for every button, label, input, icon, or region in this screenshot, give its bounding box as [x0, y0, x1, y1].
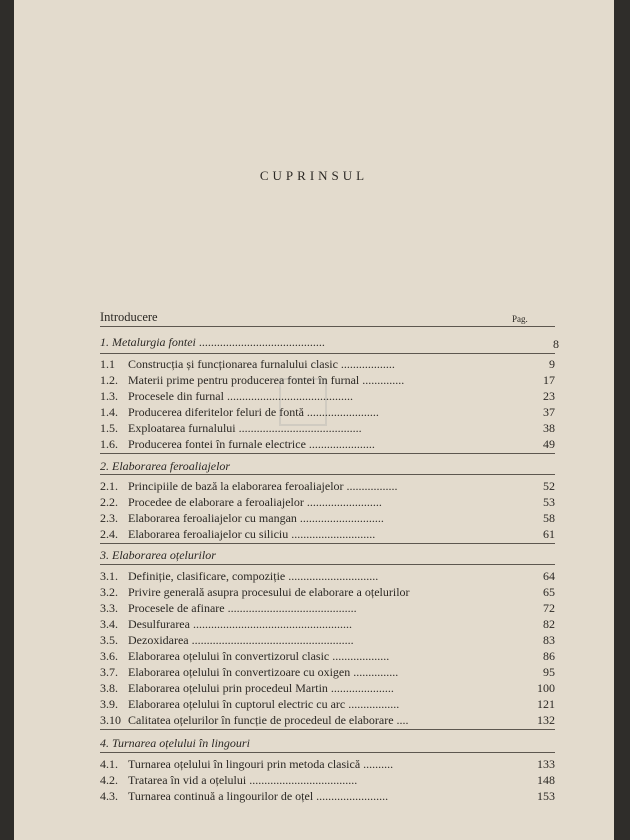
divider — [100, 752, 555, 753]
entry-page: 132 — [537, 713, 555, 727]
entry-title: Procedee de elaborare a feroaliajelor ......................... — [128, 495, 382, 509]
entry-page: 148 — [537, 773, 555, 787]
section-title: 4. Turnarea oțelului în lingouri — [100, 736, 250, 750]
entry-number: 2.4. — [100, 527, 118, 541]
entry-number: 3.10 — [100, 713, 121, 727]
entry-title: Turnarea oțelului în lingouri prin metoda clasică .......... — [128, 757, 394, 771]
entry-title: Principiile de bază la elaborarea feroaliajelor ................. — [128, 479, 398, 493]
entry-number: 3.8. — [100, 681, 118, 695]
entry-title: Elaborarea oțelului în cuptorul electric cu arc ................. — [128, 697, 400, 711]
section-title: 1. Metalurgia fontei .......................................... — [100, 335, 325, 349]
toc-entry — [100, 511, 555, 527]
entry-page: 58 — [543, 511, 555, 525]
entry-number: 3.3. — [100, 601, 118, 615]
entry-title: Procesele din furnal .......................................... — [128, 389, 353, 403]
toc-entry — [100, 649, 555, 665]
entry-title: Producerea fontei în furnale electrice ...................... — [128, 437, 375, 451]
entry-number: 4.2. — [100, 773, 118, 787]
toc-entry — [100, 617, 555, 633]
entry-title: Elaborarea feroaliajelor cu siliciu ............................ — [128, 527, 376, 541]
toc-entry — [100, 421, 555, 437]
toc-entry — [100, 789, 555, 805]
entry-number: 1.5. — [100, 421, 118, 435]
entry-title: Procesele de afinare ........................................... — [128, 601, 357, 615]
toc-entry — [100, 527, 555, 543]
entry-number: 1.4. — [100, 405, 118, 419]
entry-title: Construcția și funcționarea furnalului clasic .................. — [128, 357, 395, 371]
divider — [100, 353, 555, 354]
entry-title: Tratarea în vid a oțelului .................................... — [128, 773, 358, 787]
book-page — [14, 0, 614, 840]
entry-title: Exploatarea furnalului ......................................... — [128, 421, 362, 435]
entry-number: 1.2. — [100, 373, 118, 387]
entry-number: 2.1. — [100, 479, 118, 493]
toc-entry — [100, 633, 555, 649]
toc-entry — [100, 479, 555, 495]
entry-page: 52 — [543, 479, 555, 493]
page-title: CUPRINSUL — [259, 168, 369, 183]
entry-number: 1.6. — [100, 437, 118, 451]
entry-number: 1.1 — [100, 357, 115, 371]
entry-page: 61 — [543, 527, 555, 541]
divider — [100, 326, 555, 327]
entry-page: 95 — [543, 665, 555, 679]
toc-entry — [100, 569, 555, 585]
entry-page: 53 — [543, 495, 555, 509]
toc-entry — [100, 495, 555, 511]
entry-title: Turnarea continuă a lingourilor de oțel ........................ — [128, 789, 389, 803]
entry-page: 38 — [543, 421, 555, 435]
divider — [100, 729, 555, 730]
entry-page: 23 — [543, 389, 555, 403]
entry-number: 4.3. — [100, 789, 118, 803]
divider — [100, 564, 555, 565]
entry-title: Dezoxidarea ...................................................... — [128, 633, 354, 647]
entry-page: 64 — [543, 569, 555, 583]
entry-page: 37 — [543, 405, 555, 419]
entry-title: Elaborarea oțelului prin procedeul Martin ..................... — [128, 681, 394, 695]
divider — [100, 543, 555, 544]
entry-number: 4.1. — [100, 757, 118, 771]
entry-page: 17 — [543, 373, 555, 387]
entry-title: Calitatea oțelurilor în funcție de procedeul de elaborare .... — [128, 713, 409, 727]
entry-title: Materii prime pentru producerea fontei în furnal .............. — [128, 373, 405, 387]
section-page: 8 — [553, 337, 559, 351]
entry-number: 3.4. — [100, 617, 118, 631]
entry-title: Producerea diferitelor feluri de fontă ........................ — [128, 405, 379, 419]
entry-number: 3.7. — [100, 665, 118, 679]
entry-number: 3.1. — [100, 569, 118, 583]
toc-entry — [100, 757, 555, 773]
entry-number: 2.3. — [100, 511, 118, 525]
entry-number: 1.3. — [100, 389, 118, 403]
section-title: 2. Elaborarea feroaliajelor — [100, 459, 231, 473]
pag-label: Pag. — [512, 314, 528, 324]
intro-label: Introducere — [100, 310, 158, 324]
entry-page: 121 — [537, 697, 555, 711]
entry-number: 3.9. — [100, 697, 118, 711]
entry-page: 82 — [543, 617, 555, 631]
entry-number: 3.2. — [100, 585, 118, 599]
entry-title: Desulfurarea ..................................................... — [128, 617, 352, 631]
toc-entry — [100, 585, 555, 601]
entry-page: 86 — [543, 649, 555, 663]
toc-entry — [100, 713, 555, 729]
entry-number: 2.2. — [100, 495, 118, 509]
entry-title: Elaborarea oțelului în convertizorul clasic ................... — [128, 649, 390, 663]
entry-title: Definiție, clasificare, compoziție .............................. — [128, 569, 379, 583]
toc-entry — [100, 405, 555, 421]
toc-entry — [100, 773, 555, 789]
divider — [100, 474, 555, 475]
entry-page: 9 — [549, 357, 555, 371]
divider — [100, 453, 555, 454]
section-title: 3. Elaborarea oțelurilor — [100, 548, 216, 562]
toc-entry — [100, 681, 555, 697]
entry-page: 83 — [543, 633, 555, 647]
toc-entry — [100, 357, 555, 373]
toc-entry — [100, 665, 555, 681]
entry-title: Privire generală asupra procesului de elaborare a oțelurilor — [128, 585, 410, 599]
entry-page: 65 — [543, 585, 555, 599]
toc-entry — [100, 601, 555, 617]
entry-page: 153 — [537, 789, 555, 803]
entry-number: 3.5. — [100, 633, 118, 647]
toc-entry — [100, 437, 555, 453]
entry-title: Elaborarea feroaliajelor cu mangan ............................ — [128, 511, 384, 525]
entry-page: 49 — [543, 437, 555, 451]
entry-page: 133 — [537, 757, 555, 771]
entry-page: 100 — [537, 681, 555, 695]
toc-entry — [100, 373, 555, 389]
entry-number: 3.6. — [100, 649, 118, 663]
entry-title: Elaborarea oțelului în convertizoare cu oxigen ............... — [128, 665, 399, 679]
toc-entry — [100, 389, 555, 405]
toc-entry — [100, 697, 555, 713]
entry-page: 72 — [543, 601, 555, 615]
